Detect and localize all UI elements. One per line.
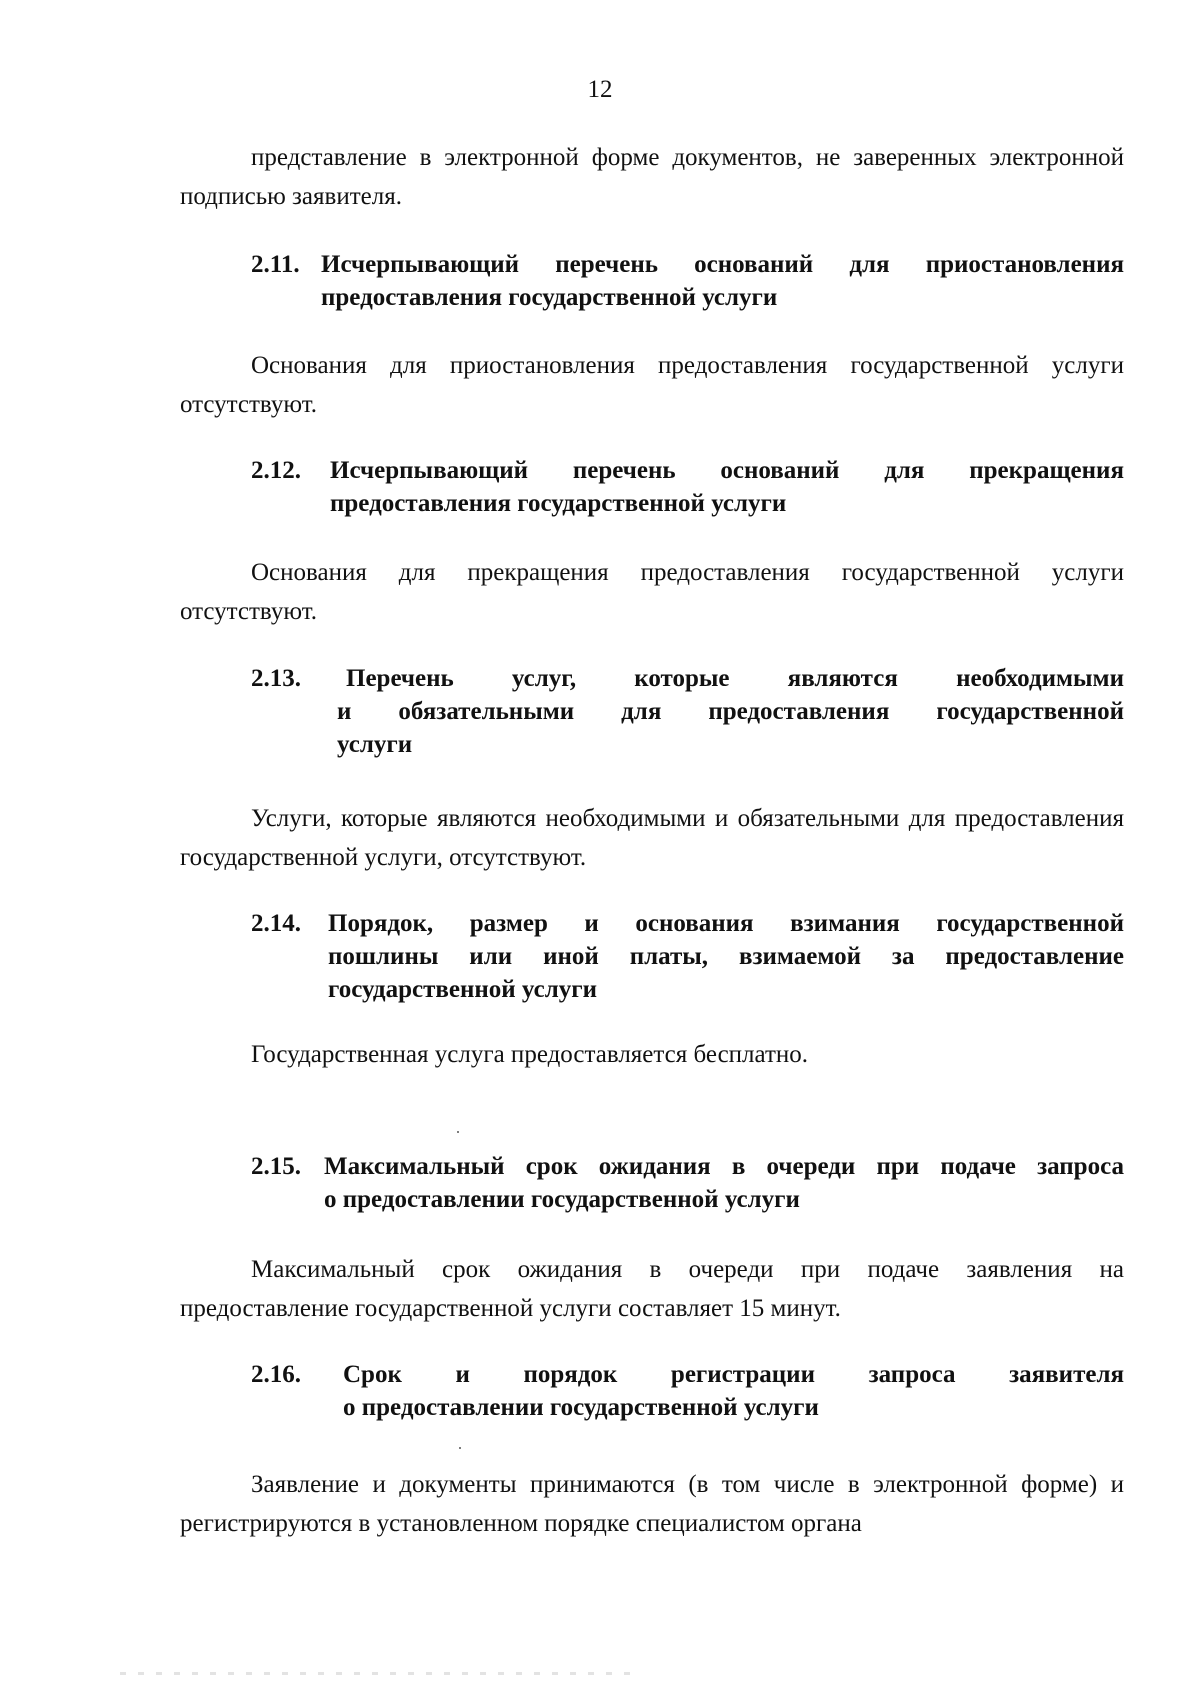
section-title-line: Порядок, размер и основания взимания государственной xyxy=(328,910,1124,937)
section-title-line: Исчерпывающий перечень оснований для прекращения xyxy=(330,457,1124,484)
section-body-2-12: Основания для прекращения предоставления государственной услуги отсутствуют. xyxy=(180,559,1124,625)
section-body-2-16: Заявление и документы принимаются (в том числе в электронной форме) и регистрируются в установленном порядке специалистом органа xyxy=(180,1471,1124,1537)
section-title xyxy=(321,248,1124,314)
section-title-line: Перечень услуг, которые являются необходимыми xyxy=(346,665,1124,692)
section-heading-2-16 xyxy=(251,1358,1124,1424)
page-number: 12 xyxy=(587,76,613,103)
scan-speck xyxy=(459,1447,461,1449)
section-body-2-15: Максимальный срок ожидания в очереди при подаче заявления на предоставление государственной услуги составляет 15 минут. xyxy=(180,1256,1124,1322)
section-number: 2.11. xyxy=(251,251,300,278)
section-heading-2-11 xyxy=(251,248,1124,314)
section-body-2-13: Услуги, которые являются необходимыми и обязательными для предоставления государственной услуги, отсутствуют. xyxy=(180,805,1124,871)
section-title-line: услуги xyxy=(337,731,413,758)
section-number: 2.13. xyxy=(251,665,301,692)
section-number: 2.16. xyxy=(251,1361,301,1388)
section-title-line: Максимальный срок ожидания в очереди при подаче запроса xyxy=(324,1153,1124,1180)
section-title xyxy=(330,454,1124,520)
section-title-line: о предоставлении государственной услуги xyxy=(324,1186,800,1213)
section-title-line: пошлины или иной платы, взимаемой за предоставление xyxy=(328,943,1124,970)
section-title xyxy=(324,1150,1124,1216)
section-heading-2-15 xyxy=(251,1150,1124,1216)
section-title-line: Срок и порядок регистрации запроса заявителя xyxy=(343,1361,1124,1388)
section-title-line: предоставления государственной услуги xyxy=(330,490,787,517)
intro-paragraph: представление в электронной форме документов, не заверенных электронной подписью заявителя. xyxy=(180,144,1124,210)
section-number: 2.15. xyxy=(251,1153,301,1180)
section-number: 2.12. xyxy=(251,457,301,484)
section-body-2-14: Государственная услуга предоставляется бесплатно. xyxy=(251,1041,809,1068)
section-title-line: о предоставлении государственной услуги xyxy=(343,1394,819,1421)
section-body-2-11: Основания для приостановления предоставления государственной услуги отсутствуют. xyxy=(180,352,1124,418)
section-title xyxy=(337,662,1124,761)
section-title-line: Исчерпывающий перечень оснований для приостановления xyxy=(321,251,1124,278)
section-title-line: и обязательными для предоставления государственной xyxy=(337,698,1124,725)
section-title xyxy=(328,907,1124,1006)
section-heading-2-14 xyxy=(251,907,1124,1006)
section-title-line: предоставления государственной услуги xyxy=(321,284,778,311)
scan-speck xyxy=(457,1131,459,1133)
section-title xyxy=(343,1358,1124,1424)
section-title-line: государственной услуги xyxy=(328,976,598,1003)
section-heading-2-12 xyxy=(251,454,1124,520)
section-number: 2.14. xyxy=(251,910,301,937)
scan-edge-artifact xyxy=(120,1672,640,1675)
section-heading-2-13 xyxy=(251,662,1124,761)
